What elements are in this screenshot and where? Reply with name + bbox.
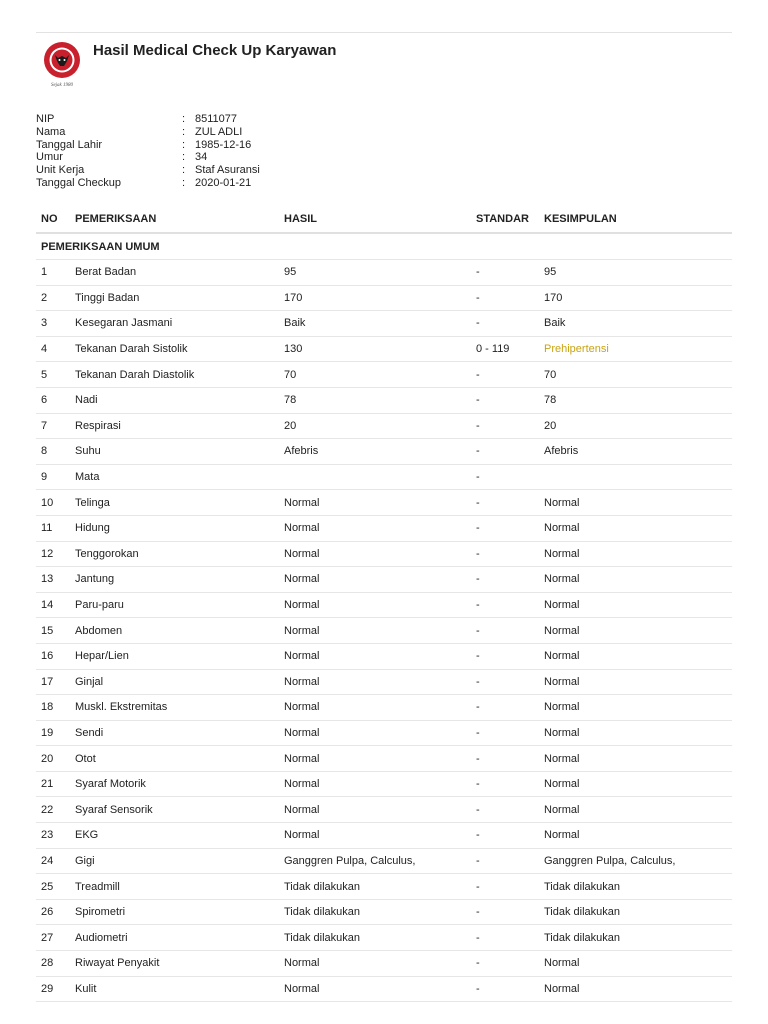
cell-pemeriksaan: Tekanan Darah Diastolik <box>70 362 279 388</box>
cell-hasil: Normal <box>279 746 471 772</box>
cell-standar: - <box>471 951 539 977</box>
info-value: ZUL ADLI <box>195 125 243 138</box>
cell-hasil: Normal <box>279 976 471 1002</box>
cell-pemeriksaan: Kesegaran Jasmani <box>70 311 279 337</box>
cell-standar: - <box>471 848 539 874</box>
cell-kesimpulan: Normal <box>539 618 732 644</box>
cell-kesimpulan: Normal <box>539 720 732 746</box>
info-colon: : <box>182 138 186 151</box>
cell-hasil: 20 <box>279 413 471 439</box>
svg-text:Sejak 1980: Sejak 1980 <box>50 83 74 88</box>
cell-standar: - <box>471 362 539 388</box>
cell-kesimpulan: 95 <box>539 260 732 286</box>
cell-pemeriksaan: Tenggorokan <box>70 541 279 567</box>
cell-standar: - <box>471 464 539 490</box>
info-row <box>36 164 260 177</box>
cell-no: 15 <box>36 618 70 644</box>
cell-kesimpulan: 170 <box>539 285 732 311</box>
cell-pemeriksaan: Audiometri <box>70 925 279 951</box>
cell-standar: - <box>471 669 539 695</box>
cell-hasil: Normal <box>279 515 471 541</box>
cell-hasil: Normal <box>279 720 471 746</box>
cell-kesimpulan: Normal <box>539 541 732 567</box>
info-row <box>36 126 260 139</box>
cell-no: 1 <box>36 260 70 286</box>
cell-pemeriksaan: Paru-paru <box>70 592 279 618</box>
cell-kesimpulan: Normal <box>539 797 732 823</box>
cell-hasil: Normal <box>279 567 471 593</box>
cell-pemeriksaan: Abdomen <box>70 618 279 644</box>
cell-kesimpulan: 20 <box>539 413 732 439</box>
cell-standar: - <box>471 899 539 925</box>
cell-standar: - <box>471 387 539 413</box>
cell-kesimpulan <box>539 464 732 490</box>
cell-hasil: 170 <box>279 285 471 311</box>
col-pemeriksaan: PEMERIKSAAN <box>70 206 279 233</box>
cell-pemeriksaan: Otot <box>70 746 279 772</box>
cell-hasil: Normal <box>279 823 471 849</box>
table-row <box>36 618 732 644</box>
info-value: Staf Asuransi <box>195 164 260 177</box>
cell-pemeriksaan: Respirasi <box>70 413 279 439</box>
cell-kesimpulan: Normal <box>539 490 732 516</box>
info-value: 34 <box>195 151 208 164</box>
cell-pemeriksaan: EKG <box>70 823 279 849</box>
cell-no: 23 <box>36 823 70 849</box>
cell-no: 28 <box>36 951 70 977</box>
cell-standar: 0 - 119 <box>471 336 539 362</box>
table-row <box>36 490 732 516</box>
cell-standar: - <box>471 567 539 593</box>
cell-standar: - <box>471 439 539 465</box>
cell-pemeriksaan: Tinggi Badan <box>70 285 279 311</box>
cell-hasil: Tidak dilakukan <box>279 874 471 900</box>
cell-standar: - <box>471 925 539 951</box>
table-row <box>36 439 732 465</box>
cell-pemeriksaan: Suhu <box>70 439 279 465</box>
cell-standar: - <box>471 874 539 900</box>
cell-hasil: Normal <box>279 797 471 823</box>
cell-standar: - <box>471 695 539 721</box>
info-colon: : <box>182 176 186 189</box>
cell-kesimpulan: Tidak dilakukan <box>539 925 732 951</box>
cell-standar: - <box>471 515 539 541</box>
info-label: NIP <box>36 113 55 125</box>
employee-info <box>36 113 260 190</box>
cell-no: 17 <box>36 669 70 695</box>
cell-standar: - <box>471 311 539 337</box>
cell-hasil: 78 <box>279 387 471 413</box>
info-row <box>36 113 260 126</box>
cell-kesimpulan: Normal <box>539 823 732 849</box>
cell-standar: - <box>471 771 539 797</box>
col-hasil: HASIL <box>279 206 471 233</box>
cell-hasil: Tidak dilakukan <box>279 899 471 925</box>
table-row <box>36 515 732 541</box>
cell-pemeriksaan: Ginjal <box>70 669 279 695</box>
cell-pemeriksaan: Syaraf Motorik <box>70 771 279 797</box>
cell-kesimpulan: Tidak dilakukan <box>539 874 732 900</box>
table-row <box>36 925 732 951</box>
cell-pemeriksaan: Kulit <box>70 976 279 1002</box>
table-row <box>36 464 732 490</box>
section-row <box>36 233 732 260</box>
company-logo <box>40 40 84 90</box>
cell-standar: - <box>471 541 539 567</box>
info-row <box>36 177 260 190</box>
cell-pemeriksaan: Muskl. Ekstremitas <box>70 695 279 721</box>
cell-kesimpulan: Normal <box>539 771 732 797</box>
cell-standar: - <box>471 490 539 516</box>
cell-hasil: Afebris <box>279 439 471 465</box>
cell-kesimpulan: 70 <box>539 362 732 388</box>
table-row <box>36 899 732 925</box>
cell-no: 8 <box>36 439 70 465</box>
cell-kesimpulan: Normal <box>539 976 732 1002</box>
cell-hasil: Baik <box>279 311 471 337</box>
col-no: NO <box>36 206 70 233</box>
cell-hasil: Normal <box>279 951 471 977</box>
cell-hasil: Normal <box>279 771 471 797</box>
cell-no: 5 <box>36 362 70 388</box>
cell-pemeriksaan: Telinga <box>70 490 279 516</box>
cell-no: 18 <box>36 695 70 721</box>
cell-kesimpulan: Normal <box>539 643 732 669</box>
cell-no: 25 <box>36 874 70 900</box>
cell-kesimpulan: 78 <box>539 387 732 413</box>
info-label: Tanggal Checkup <box>36 176 122 189</box>
cell-no: 26 <box>36 899 70 925</box>
table-row <box>36 311 732 337</box>
cell-no: 12 <box>36 541 70 567</box>
cell-pemeriksaan: Hepar/Lien <box>70 643 279 669</box>
table-row <box>36 336 732 362</box>
table-row <box>36 567 732 593</box>
table-row <box>36 771 732 797</box>
cell-pemeriksaan: Gigi <box>70 848 279 874</box>
info-row <box>36 151 260 164</box>
table-row <box>36 797 732 823</box>
info-row <box>36 139 260 152</box>
info-value: 2020-01-21 <box>195 176 252 189</box>
info-label: Nama <box>36 125 66 138</box>
cell-standar: - <box>471 413 539 439</box>
cell-hasil: Normal <box>279 695 471 721</box>
cell-pemeriksaan: Riwayat Penyakit <box>70 951 279 977</box>
checkup-table <box>36 206 732 1002</box>
top-divider <box>36 32 732 33</box>
cell-pemeriksaan: Tekanan Darah Sistolik <box>70 336 279 362</box>
info-colon: : <box>182 151 186 164</box>
cell-no: 13 <box>36 567 70 593</box>
cell-no: 6 <box>36 387 70 413</box>
col-standar: STANDAR <box>471 206 539 233</box>
table-header-row <box>36 206 732 233</box>
info-label: Unit Kerja <box>36 164 85 177</box>
cell-kesimpulan: Afebris <box>539 439 732 465</box>
cell-standar: - <box>471 643 539 669</box>
cell-standar: - <box>471 285 539 311</box>
cell-pemeriksaan: Spirometri <box>70 899 279 925</box>
cell-kesimpulan: Normal <box>539 515 732 541</box>
cell-pemeriksaan: Mata <box>70 464 279 490</box>
cell-no: 20 <box>36 746 70 772</box>
cell-hasil: 70 <box>279 362 471 388</box>
cell-standar: - <box>471 618 539 644</box>
cell-standar: - <box>471 720 539 746</box>
cell-hasil: Normal <box>279 541 471 567</box>
cell-pemeriksaan: Jantung <box>70 567 279 593</box>
cell-pemeriksaan: Berat Badan <box>70 260 279 286</box>
table-row <box>36 387 732 413</box>
table-row <box>36 260 732 286</box>
cell-standar: - <box>471 260 539 286</box>
info-value: 8511077 <box>195 113 238 125</box>
table-row <box>36 720 732 746</box>
table-row <box>36 541 732 567</box>
cell-kesimpulan: Normal <box>539 567 732 593</box>
cell-no: 19 <box>36 720 70 746</box>
table-row <box>36 746 732 772</box>
cell-hasil: Normal <box>279 592 471 618</box>
cell-pemeriksaan: Hidung <box>70 515 279 541</box>
cell-no: 29 <box>36 976 70 1002</box>
cell-kesimpulan: Normal <box>539 695 732 721</box>
cell-hasil: Normal <box>279 643 471 669</box>
cell-no: 4 <box>36 336 70 362</box>
cell-no: 2 <box>36 285 70 311</box>
cell-hasil: Normal <box>279 618 471 644</box>
cell-kesimpulan: Tidak dilakukan <box>539 899 732 925</box>
table-row <box>36 285 732 311</box>
info-colon: : <box>182 164 186 177</box>
cell-no: 7 <box>36 413 70 439</box>
cell-no: 9 <box>36 464 70 490</box>
cell-hasil: Ganggren Pulpa, Calculus, <box>279 848 471 874</box>
cell-kesimpulan: Normal <box>539 746 732 772</box>
cell-kesimpulan: Baik <box>539 311 732 337</box>
cell-kesimpulan: Normal <box>539 592 732 618</box>
table-row <box>36 669 732 695</box>
cell-pemeriksaan: Syaraf Sensorik <box>70 797 279 823</box>
info-value: 1985-12-16 <box>195 138 252 151</box>
cell-standar: - <box>471 592 539 618</box>
cell-no: 10 <box>36 490 70 516</box>
section-title: PEMERIKSAAN UMUM <box>36 233 732 260</box>
table-row <box>36 592 732 618</box>
cell-no: 16 <box>36 643 70 669</box>
cell-pemeriksaan: Nadi <box>70 387 279 413</box>
cell-no: 21 <box>36 771 70 797</box>
info-label: Umur <box>36 151 63 164</box>
table-row <box>36 643 732 669</box>
table-row <box>36 362 732 388</box>
cell-no: 11 <box>36 515 70 541</box>
table-row <box>36 951 732 977</box>
cell-kesimpulan: Prehipertensi <box>539 336 732 362</box>
cell-standar: - <box>471 797 539 823</box>
cell-pemeriksaan: Sendi <box>70 720 279 746</box>
info-colon: : <box>182 125 186 138</box>
cell-hasil <box>279 464 471 490</box>
cell-no: 27 <box>36 925 70 951</box>
page-title: Hasil Medical Check Up Karyawan <box>93 42 337 59</box>
cell-hasil: Normal <box>279 669 471 695</box>
cell-hasil: Normal <box>279 490 471 516</box>
cell-pemeriksaan: Treadmill <box>70 874 279 900</box>
table-row <box>36 823 732 849</box>
cell-hasil: 130 <box>279 336 471 362</box>
table-row <box>36 413 732 439</box>
cell-kesimpulan: Normal <box>539 669 732 695</box>
table-row <box>36 976 732 1002</box>
info-label: Tanggal Lahir <box>36 138 103 151</box>
col-kesimpulan: KESIMPULAN <box>539 206 732 233</box>
cell-standar: - <box>471 746 539 772</box>
cell-kesimpulan: Normal <box>539 951 732 977</box>
cell-no: 24 <box>36 848 70 874</box>
cell-kesimpulan: Ganggren Pulpa, Calculus, <box>539 848 732 874</box>
cell-no: 22 <box>36 797 70 823</box>
table-row <box>36 848 732 874</box>
cell-standar: - <box>471 976 539 1002</box>
cell-hasil: 95 <box>279 260 471 286</box>
cell-no: 3 <box>36 311 70 337</box>
cell-standar: - <box>471 823 539 849</box>
table-row <box>36 874 732 900</box>
cell-no: 14 <box>36 592 70 618</box>
cell-hasil: Tidak dilakukan <box>279 925 471 951</box>
info-colon: : <box>182 113 186 125</box>
table-row <box>36 695 732 721</box>
